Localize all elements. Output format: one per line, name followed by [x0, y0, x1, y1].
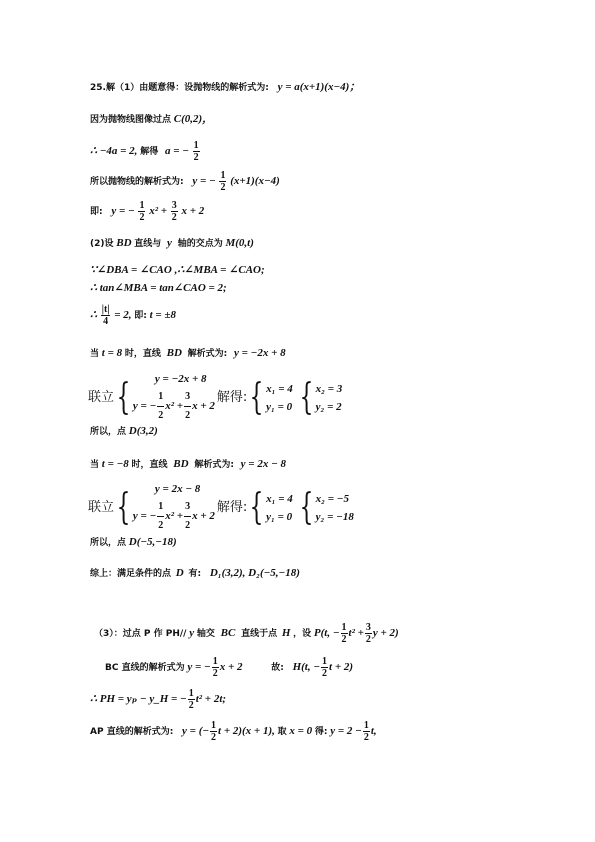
equation: a = −	[164, 145, 189, 158]
equation: x + 2	[192, 510, 215, 523]
left-brace-icon: {	[116, 486, 131, 528]
text: 轴交	[196, 629, 215, 640]
text: 时，直线	[124, 349, 161, 359]
equation: y + 2)	[372, 627, 399, 640]
line-angles	[90, 263, 265, 277]
text: 所以，点	[90, 427, 127, 437]
equation: x₂ = 3	[315, 382, 343, 395]
line-point-d2	[90, 535, 177, 550]
text: 所以，点	[90, 538, 127, 548]
equation: y = −2x + 8	[154, 373, 207, 385]
text: 直线于点	[241, 629, 278, 640]
left-brace-icon: {	[299, 486, 314, 528]
text: 即:	[134, 311, 147, 322]
equation: t² + 2t;	[195, 693, 227, 706]
text: 解得	[140, 147, 159, 158]
text: 综上：满足条件的点	[90, 569, 172, 579]
left-brace-icon: {	[299, 376, 314, 418]
line-ap-line	[90, 720, 377, 743]
fraction: $\frac{1}{2}$	[211, 720, 217, 743]
equation: y₁ = 0	[266, 510, 293, 523]
equation: ∴ PH = yₚ − y_H = −	[90, 693, 187, 706]
line-bc-line	[105, 656, 353, 679]
line-case-t8	[90, 346, 286, 361]
text: 联立	[88, 499, 115, 515]
equation: t + 2)	[329, 661, 354, 674]
line-point-d1	[90, 424, 158, 439]
equation: x₂ = −5	[315, 492, 349, 505]
system	[88, 370, 342, 425]
fraction: $\frac{1}{2}$	[341, 622, 347, 645]
equation: x + 2	[219, 661, 243, 674]
fraction: $\frac{1}{2}$	[220, 170, 226, 193]
equation: y = (−	[182, 725, 210, 738]
symbol: BD	[166, 347, 182, 359]
symbol: D	[175, 567, 184, 579]
symbol: BD	[116, 237, 132, 249]
equation: M(0,t)	[225, 237, 254, 249]
equation: y = 2x − 8	[154, 483, 201, 495]
fraction: $\frac{1}{2}$	[157, 388, 164, 425]
equation: ∴ tan∠MBA = tan∠CAO = 2;	[90, 282, 227, 294]
equation: y = −	[132, 510, 157, 523]
line-part3-setup	[94, 622, 399, 645]
text: 解得:	[216, 389, 248, 405]
text: 因为抛物线图像过点	[90, 115, 172, 125]
equation: t,	[370, 725, 377, 738]
text: 当	[90, 349, 100, 359]
line-solve-a	[90, 140, 201, 163]
fraction: $\frac{3}{2}$	[184, 388, 191, 425]
system	[88, 480, 354, 535]
fraction: $\frac{3}{2}$	[184, 498, 191, 535]
line-part2-setup	[90, 236, 254, 251]
line-parabola-expanded	[90, 200, 204, 223]
fraction: $\frac{1}{2}$	[139, 200, 145, 223]
equation: x² +	[165, 400, 184, 413]
symbol: y	[167, 237, 172, 249]
equation: D(3,2)	[128, 425, 158, 437]
fraction: $\frac{1}{2}$	[157, 498, 164, 535]
equation: y = a(x+1)(x−4)；	[277, 81, 361, 93]
equation: x² +	[149, 205, 168, 218]
line-ph-length	[90, 688, 226, 711]
equation: D(−5,−18)	[128, 536, 177, 548]
equation: y = −	[132, 400, 157, 413]
equation: C(0,2)，	[173, 113, 214, 125]
symbol: ∴	[90, 309, 97, 322]
equation: t = −8	[101, 458, 129, 470]
text: AP 直线的解析式为:	[90, 727, 174, 738]
equation: x = 0	[289, 725, 313, 738]
equation: y = −	[192, 175, 216, 188]
text: 所以抛物线的解析式为:	[90, 177, 184, 188]
equation: ∴ −4a = 2,	[90, 145, 138, 158]
equation: y₂ = 2	[315, 400, 342, 413]
line-25-part1	[90, 80, 360, 95]
text: BC 直线的解析式为	[105, 663, 185, 674]
fraction: $\frac{|t|}{4}$	[101, 304, 110, 327]
text: ，设	[293, 629, 312, 640]
equation: x + 2	[192, 400, 215, 413]
equation: y = −	[111, 205, 135, 218]
text: 故:	[271, 663, 284, 674]
symbol: H	[281, 627, 291, 640]
line-tan	[90, 281, 227, 295]
text: 轴的交点为	[177, 239, 223, 249]
left-brace-icon: {	[116, 376, 131, 418]
text: 取	[277, 727, 287, 738]
text: 解析式为:	[194, 460, 234, 470]
equation: y₂ = −18	[315, 510, 354, 523]
text: 联立	[88, 389, 115, 405]
text: 当	[90, 460, 100, 470]
line-summary	[90, 566, 300, 581]
equation: (x+1)(x−4)	[230, 175, 280, 188]
equation: y = 2 −	[330, 725, 362, 738]
equation: x + 2	[181, 205, 205, 218]
text: 解得:	[216, 499, 248, 515]
fraction: $\frac{1}{2}$	[322, 656, 328, 679]
text: 即:	[90, 207, 103, 218]
equation: t = 8	[101, 347, 123, 359]
equation-system-1	[88, 370, 342, 425]
text: 直线与	[134, 239, 162, 249]
text: 有:	[188, 569, 202, 579]
line-solve-t	[90, 304, 176, 327]
line-parabola-factored	[90, 170, 280, 193]
equation: = 2,	[114, 309, 132, 322]
equation: t = ±8	[149, 309, 176, 322]
equation: D₁(3,2), D₂(−5,−18)	[209, 567, 300, 579]
symbol: BD	[173, 458, 189, 470]
equation: H(t, −	[292, 661, 321, 674]
fraction: $\frac{1}{2}$	[212, 656, 218, 679]
left-brace-icon: {	[249, 376, 264, 418]
equation: x₁ = 4	[266, 492, 293, 505]
equation: t² +	[348, 627, 364, 640]
symbol: y	[189, 627, 195, 640]
line-passes-point-c	[90, 112, 213, 127]
text: (2)设	[90, 239, 114, 249]
text: （3）：过点 P 作 PH//	[94, 629, 187, 640]
equation: x² +	[165, 510, 184, 523]
fraction: $\frac{1}{2}$	[363, 720, 369, 743]
equation: y = 2x − 8	[240, 458, 286, 470]
left-brace-icon: {	[249, 486, 264, 528]
equation: P(t, −	[313, 627, 340, 640]
fraction: $\frac{1}{2}$	[188, 688, 194, 711]
text: 解析式为:	[187, 349, 228, 359]
line-case-t-8	[90, 457, 286, 472]
text: 25.解（1）由题意得：设抛物线的解析式为:	[90, 83, 269, 93]
equation: y = −	[187, 661, 211, 674]
equation: ∵∠DBA = ∠CAO ,∴∠MBA = ∠CAO;	[90, 264, 265, 276]
fraction: $\frac{1}{2}$	[193, 140, 199, 163]
equation: y₁ = 0	[266, 400, 293, 413]
equation: t + 2)(x + 1),	[218, 725, 275, 738]
text: 得:	[314, 727, 328, 738]
text: 时，直线	[131, 460, 168, 470]
equation: x₁ = 4	[266, 382, 293, 395]
fraction: $\frac{3}{2}$	[365, 622, 371, 645]
equation-system-2	[88, 480, 354, 535]
fraction: $\frac{3}{2}$	[171, 200, 177, 223]
equation: y = −2x + 8	[234, 347, 286, 359]
symbol: BC	[220, 627, 236, 640]
